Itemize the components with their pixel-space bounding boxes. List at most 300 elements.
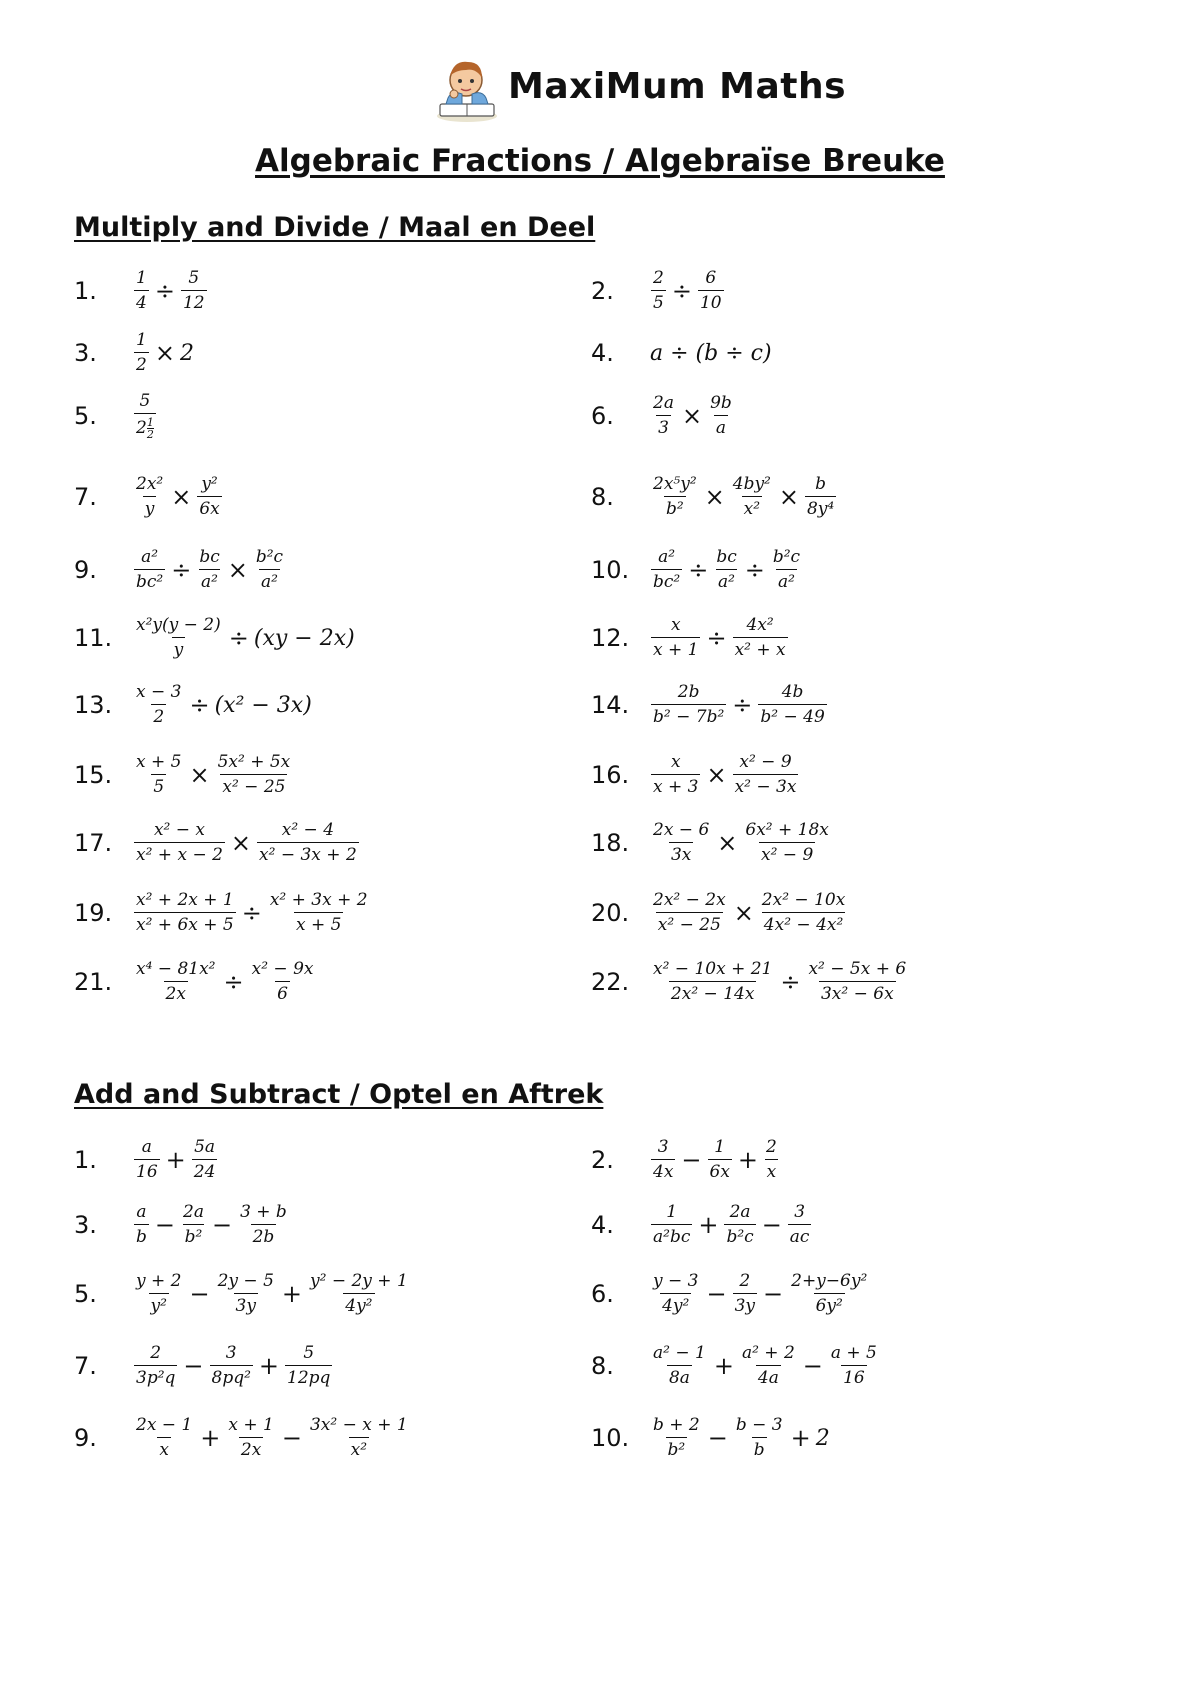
denominator: bc² bbox=[651, 569, 682, 592]
numerator: bc bbox=[716, 547, 737, 568]
operator: × bbox=[706, 761, 727, 789]
operator: − bbox=[761, 1211, 782, 1239]
math-expression bbox=[648, 753, 801, 796]
problem-item bbox=[591, 1259, 872, 1329]
math-expression bbox=[648, 269, 727, 312]
numerator: 5 bbox=[188, 268, 200, 289]
denominator: 4a bbox=[756, 1365, 781, 1388]
denominator: 12 bbox=[181, 290, 207, 313]
fraction bbox=[806, 960, 908, 1003]
numerator: bc bbox=[199, 547, 220, 568]
math-expression bbox=[131, 683, 314, 726]
numerator: b + 2 bbox=[653, 1415, 700, 1436]
denominator: x bbox=[765, 1159, 779, 1182]
math-expression bbox=[648, 683, 830, 726]
fraction bbox=[651, 1416, 702, 1459]
fraction bbox=[308, 1416, 410, 1459]
math-expression bbox=[648, 1203, 814, 1246]
numerator: 5x² + 5x bbox=[217, 752, 291, 773]
problem-item bbox=[591, 1331, 882, 1401]
numerator: b²c bbox=[255, 547, 284, 568]
fraction bbox=[134, 1344, 177, 1387]
denominator: y bbox=[143, 496, 157, 519]
denominator: 2 bbox=[134, 352, 149, 375]
denominator: b² bbox=[183, 1224, 205, 1247]
denominator: b² bbox=[666, 1437, 688, 1460]
numerator: 1 bbox=[136, 268, 147, 289]
operator: ÷ bbox=[228, 624, 249, 652]
operator: × bbox=[189, 761, 210, 789]
expression-text: 2 bbox=[179, 340, 194, 366]
problem-number: 1. bbox=[74, 1146, 97, 1174]
fraction bbox=[285, 1344, 332, 1387]
denominator: 5 bbox=[151, 774, 166, 797]
problem-item bbox=[591, 381, 737, 451]
problem-item bbox=[591, 318, 774, 388]
numerator: y² bbox=[201, 474, 218, 495]
numerator: a² + 2 bbox=[741, 1343, 795, 1364]
problem-number: 16. bbox=[591, 761, 630, 789]
numerator: x²y(y − 2) bbox=[136, 615, 221, 636]
problem-item bbox=[74, 947, 318, 1017]
numerator: x⁴ − 81x² bbox=[136, 959, 216, 980]
expression-text: (xy − 2x) bbox=[253, 625, 355, 651]
fraction bbox=[134, 960, 218, 1003]
numerator: x² + 2x + 1 bbox=[136, 890, 234, 911]
problem-number: 13. bbox=[74, 691, 113, 719]
denominator: b² − 49 bbox=[758, 704, 826, 727]
problem-item bbox=[591, 808, 834, 878]
numerator: x + 1 bbox=[228, 1415, 274, 1436]
numerator: a bbox=[136, 1202, 147, 1223]
operator: × bbox=[227, 556, 248, 584]
operator: + bbox=[258, 1352, 280, 1380]
fraction bbox=[216, 753, 293, 796]
fraction bbox=[651, 1138, 675, 1181]
numerator: b − 3 bbox=[735, 1415, 783, 1436]
problem-item bbox=[591, 256, 727, 326]
problem-item bbox=[591, 603, 791, 673]
fraction bbox=[651, 1203, 692, 1246]
numerator: 4b bbox=[781, 682, 804, 703]
problem-item bbox=[74, 1403, 413, 1473]
numerator: 2 bbox=[766, 1137, 777, 1158]
fraction bbox=[238, 1203, 289, 1246]
fraction bbox=[181, 269, 207, 312]
section-title-multiply-divide: Multiply and Divide / Maal en Deel bbox=[74, 212, 596, 243]
header bbox=[0, 50, 1200, 130]
denominator bbox=[134, 413, 156, 440]
operator: ÷ bbox=[780, 968, 801, 996]
fraction bbox=[651, 616, 700, 659]
problem-number: 1. bbox=[74, 277, 97, 305]
fraction bbox=[651, 960, 774, 1003]
problem-item bbox=[591, 462, 839, 532]
operator: + bbox=[790, 1424, 811, 1452]
problem-item bbox=[591, 878, 850, 948]
fraction bbox=[134, 1203, 149, 1246]
fraction bbox=[758, 683, 826, 726]
problem-number: 7. bbox=[74, 1352, 97, 1380]
problem-number: 10. bbox=[591, 556, 630, 584]
denominator: 6y² bbox=[814, 1293, 845, 1316]
math-expression bbox=[648, 1416, 832, 1459]
problem-number: 20. bbox=[591, 899, 630, 927]
fraction bbox=[651, 1272, 700, 1315]
denominator: 3p²q bbox=[134, 1365, 177, 1388]
problem-item bbox=[591, 535, 805, 605]
math-expression bbox=[648, 616, 791, 659]
expression-text: 2 bbox=[815, 1425, 830, 1451]
student-reading-icon bbox=[432, 54, 502, 124]
math-expression bbox=[131, 1138, 220, 1181]
problem-number: 2. bbox=[591, 1146, 614, 1174]
denominator: x² − 25 bbox=[220, 774, 287, 797]
numerator: 2 bbox=[739, 1271, 751, 1292]
problem-number: 9. bbox=[74, 556, 97, 584]
section-title-add-subtract: Add and Subtract / Optel en Aftrek bbox=[74, 1079, 604, 1110]
math-expression bbox=[648, 1344, 882, 1387]
operator: × bbox=[778, 483, 799, 511]
problem-item bbox=[74, 740, 295, 810]
denominator: bc² bbox=[134, 569, 165, 592]
operator: ÷ bbox=[241, 899, 262, 927]
denominator: x² − 9 bbox=[759, 842, 815, 865]
problem-item bbox=[74, 1190, 292, 1260]
fraction bbox=[134, 753, 183, 796]
problem-number: 4. bbox=[591, 339, 614, 367]
denominator: 8y⁴ bbox=[805, 496, 836, 519]
numerator: 3x² − x + 1 bbox=[309, 1415, 408, 1436]
denominator: 2 bbox=[151, 704, 166, 727]
numerator: 1 bbox=[714, 1137, 726, 1158]
numerator: 5 bbox=[139, 391, 151, 412]
operator: + bbox=[281, 1280, 302, 1308]
numerator: y + 2 bbox=[136, 1271, 182, 1292]
fraction bbox=[197, 548, 221, 591]
numerator: 2+y−6y² bbox=[791, 1271, 868, 1292]
problem-number: 15. bbox=[74, 761, 113, 789]
math-expression bbox=[131, 392, 159, 440]
fraction bbox=[308, 1272, 410, 1315]
fraction bbox=[733, 1272, 757, 1315]
numerator: a bbox=[141, 1137, 152, 1158]
operator: + bbox=[165, 1146, 186, 1174]
problem-item bbox=[591, 947, 911, 1017]
fraction bbox=[257, 821, 359, 864]
problem-number: 21. bbox=[74, 968, 113, 996]
problem-item bbox=[591, 740, 801, 810]
math-expression bbox=[131, 891, 373, 934]
problem-number: 7. bbox=[74, 483, 97, 511]
numerator: 2x² − 2x bbox=[653, 890, 726, 911]
fraction bbox=[181, 1203, 206, 1246]
problem-number: 6. bbox=[591, 402, 614, 430]
problem-number: 17. bbox=[74, 829, 113, 857]
numerator: 2x⁵y² bbox=[653, 474, 697, 495]
denominator: b bbox=[752, 1437, 767, 1460]
problem-item bbox=[74, 256, 210, 326]
fraction bbox=[134, 1416, 194, 1459]
problem-number: 8. bbox=[591, 483, 614, 511]
fraction bbox=[708, 394, 734, 437]
whole-part: 2 bbox=[136, 418, 147, 438]
denominator: a²bc bbox=[651, 1224, 692, 1247]
denominator: 8a bbox=[667, 1365, 692, 1388]
problem-item bbox=[74, 1125, 220, 1195]
denominator: b²c bbox=[724, 1224, 755, 1247]
numerator: 1 bbox=[136, 330, 147, 351]
denominator: 5 bbox=[651, 290, 666, 313]
fraction bbox=[192, 1138, 218, 1181]
denominator: x² − 25 bbox=[656, 912, 723, 935]
denominator: 4y² bbox=[343, 1293, 374, 1316]
problem-item bbox=[74, 670, 314, 740]
denominator: 8pq² bbox=[210, 1365, 253, 1388]
numerator: x² + 3x + 2 bbox=[269, 890, 368, 911]
denominator: x² + 6x + 5 bbox=[134, 912, 236, 935]
operator: − bbox=[281, 1424, 302, 1452]
problem-number: 4. bbox=[591, 1211, 614, 1239]
numerator: a² bbox=[658, 547, 676, 568]
problem-number: 22. bbox=[591, 968, 630, 996]
operator: − bbox=[189, 1280, 210, 1308]
fraction bbox=[134, 269, 149, 312]
brand-name: MaxiMum Maths bbox=[508, 66, 847, 107]
fraction-part bbox=[147, 417, 154, 440]
fraction bbox=[134, 331, 149, 374]
numerator: 3 bbox=[794, 1202, 806, 1223]
problem-item bbox=[74, 603, 357, 673]
problem-item bbox=[591, 670, 830, 740]
operator: × bbox=[154, 339, 175, 367]
numerator: x² − 5x + 6 bbox=[808, 959, 907, 980]
denominator: 3y bbox=[234, 1293, 258, 1316]
math-expression bbox=[648, 960, 911, 1003]
numerator: 2y − 5 bbox=[217, 1271, 274, 1292]
numerator: a² − 1 bbox=[653, 1343, 706, 1364]
fraction bbox=[743, 821, 831, 864]
numerator: b bbox=[815, 474, 827, 495]
fraction bbox=[734, 1416, 785, 1459]
fraction bbox=[134, 1138, 160, 1181]
numerator: a + 5 bbox=[830, 1343, 877, 1364]
problem-number: 2. bbox=[591, 277, 614, 305]
problem-item bbox=[591, 1190, 814, 1260]
numerator: 2b bbox=[677, 682, 700, 703]
fraction bbox=[250, 960, 316, 1003]
operator: ÷ bbox=[688, 556, 709, 584]
operator: ÷ bbox=[154, 277, 175, 305]
numerator: x² − 10x + 21 bbox=[653, 959, 773, 980]
denominator: 6x bbox=[708, 1159, 732, 1182]
problem-item bbox=[74, 1331, 335, 1401]
numerator: x² − 4 bbox=[281, 820, 335, 841]
problem-item bbox=[591, 1403, 832, 1473]
operator: × bbox=[230, 829, 252, 857]
denominator: a² bbox=[259, 569, 280, 592]
numerator: x bbox=[670, 752, 681, 773]
numerator: 3 bbox=[225, 1343, 237, 1364]
fraction bbox=[134, 891, 236, 934]
operator: − bbox=[154, 1211, 175, 1239]
numerator: x + 5 bbox=[136, 752, 182, 773]
numerator: 4x² bbox=[746, 615, 774, 636]
denominator: 2b bbox=[251, 1224, 277, 1247]
denominator: 3x² − 6x bbox=[819, 981, 896, 1004]
page-title: Algebraic Fractions / Algebraïse Breuke bbox=[255, 143, 945, 179]
fraction bbox=[226, 1416, 275, 1459]
fraction bbox=[788, 1203, 812, 1246]
fraction bbox=[134, 475, 165, 518]
denominator: 4x bbox=[651, 1159, 675, 1182]
math-expression bbox=[648, 548, 805, 591]
fraction bbox=[805, 475, 836, 518]
operator: + bbox=[200, 1424, 221, 1452]
numerator: 2x − 6 bbox=[653, 820, 710, 841]
denominator: 3y bbox=[733, 1293, 757, 1316]
denominator: b² bbox=[664, 496, 686, 519]
denominator: 16 bbox=[841, 1365, 867, 1388]
math-expression bbox=[131, 960, 318, 1003]
numerator: b²c bbox=[772, 547, 801, 568]
operator: × bbox=[733, 899, 754, 927]
operator: × bbox=[704, 483, 725, 511]
math-expression bbox=[648, 394, 737, 437]
math-expression bbox=[131, 616, 357, 659]
math-expression bbox=[648, 1138, 782, 1181]
operator: × bbox=[681, 402, 703, 430]
denominator: 3x bbox=[669, 842, 693, 865]
operator: − bbox=[681, 1146, 702, 1174]
math-expression bbox=[648, 891, 850, 934]
numerator: x − 3 bbox=[136, 682, 182, 703]
fraction bbox=[197, 475, 221, 518]
numerator: 1 bbox=[666, 1202, 678, 1223]
denominator: x² − 3x bbox=[733, 774, 799, 797]
denominator: x + 5 bbox=[294, 912, 343, 935]
numerator: 5a bbox=[194, 1137, 216, 1158]
numerator: 2a bbox=[729, 1202, 751, 1223]
denominator: 2x² − 14x bbox=[669, 981, 757, 1004]
math-expression bbox=[131, 548, 288, 591]
operator: × bbox=[171, 483, 192, 511]
math-expression bbox=[131, 475, 225, 518]
fraction bbox=[651, 891, 728, 934]
fraction bbox=[733, 753, 799, 796]
problem-number: 14. bbox=[591, 691, 630, 719]
denominator: 2x bbox=[239, 1437, 263, 1460]
problem-item bbox=[74, 462, 225, 532]
fraction bbox=[210, 1344, 253, 1387]
numerator: 2a bbox=[183, 1202, 204, 1223]
fraction bbox=[651, 753, 700, 796]
math-expression bbox=[131, 1203, 292, 1246]
numerator: 2x² − 10x bbox=[761, 890, 846, 911]
denominator: 4y² bbox=[660, 1293, 691, 1316]
fraction-part-numerator: 1 bbox=[146, 415, 154, 429]
denominator: a bbox=[714, 415, 728, 438]
problem-item bbox=[74, 878, 373, 948]
math-expression bbox=[648, 1272, 872, 1315]
problem-number: 3. bbox=[74, 339, 97, 367]
denominator: ac bbox=[788, 1224, 812, 1247]
denominator: x² − 3x + 2 bbox=[257, 842, 359, 865]
denominator: b bbox=[134, 1224, 149, 1247]
problem-number: 6. bbox=[591, 1280, 614, 1308]
fraction bbox=[829, 1344, 879, 1387]
denominator: x² + x − 2 bbox=[134, 842, 225, 865]
expression-text: (x² − 3x) bbox=[214, 692, 312, 718]
numerator: 6x² + 18x bbox=[745, 820, 829, 841]
problem-number: 9. bbox=[74, 1424, 97, 1452]
numerator: y² − 2y + 1 bbox=[310, 1271, 408, 1292]
math-expression bbox=[131, 331, 196, 374]
mixed-number bbox=[136, 417, 154, 440]
denominator: a² bbox=[199, 569, 220, 592]
operator: − bbox=[802, 1352, 823, 1380]
math-expression bbox=[131, 269, 210, 312]
numerator: y − 3 bbox=[653, 1271, 699, 1292]
operator: − bbox=[763, 1280, 784, 1308]
denominator: b² − 7b² bbox=[651, 704, 726, 727]
problem-item bbox=[74, 381, 159, 451]
denominator: 6 bbox=[275, 981, 290, 1004]
numerator: 2x² bbox=[136, 474, 164, 495]
denominator: x² bbox=[742, 496, 762, 519]
fraction bbox=[724, 1203, 755, 1246]
fraction bbox=[651, 683, 726, 726]
numerator: 2 bbox=[653, 268, 664, 289]
numerator: x² − x bbox=[153, 820, 205, 841]
fraction bbox=[651, 821, 711, 864]
denominator: a² bbox=[776, 569, 797, 592]
operator: − bbox=[707, 1424, 728, 1452]
expression-text: a ÷ (b ÷ c) bbox=[650, 340, 772, 366]
fraction bbox=[771, 548, 802, 591]
numerator: 3 + b bbox=[240, 1202, 287, 1223]
denominator: y bbox=[172, 637, 186, 660]
fraction bbox=[651, 475, 699, 518]
problem-item bbox=[74, 1259, 413, 1329]
fraction bbox=[134, 616, 223, 659]
problem-number: 10. bbox=[591, 1424, 630, 1452]
operator: + bbox=[713, 1352, 734, 1380]
denominator: 24 bbox=[192, 1159, 218, 1182]
fraction bbox=[651, 1344, 708, 1387]
operator: + bbox=[698, 1211, 719, 1239]
denominator: x² bbox=[349, 1437, 369, 1460]
numerator: 6 bbox=[705, 268, 717, 289]
operator: × bbox=[717, 829, 738, 857]
problem-number: 3. bbox=[74, 1211, 97, 1239]
denominator: 12pq bbox=[285, 1365, 332, 1388]
fraction-part-denominator: 2 bbox=[146, 427, 154, 441]
fraction bbox=[268, 891, 370, 934]
math-expression bbox=[131, 821, 362, 864]
fraction bbox=[733, 616, 788, 659]
numerator: x² − 9x bbox=[251, 959, 314, 980]
math-expression bbox=[648, 341, 774, 366]
operator: ÷ bbox=[223, 968, 244, 996]
numerator: x² − 9 bbox=[739, 752, 792, 773]
numerator: 2 bbox=[150, 1343, 162, 1364]
fraction bbox=[760, 891, 848, 934]
math-expression bbox=[131, 753, 295, 796]
fraction bbox=[134, 821, 225, 864]
fraction bbox=[708, 1138, 732, 1181]
fraction bbox=[134, 1272, 183, 1315]
